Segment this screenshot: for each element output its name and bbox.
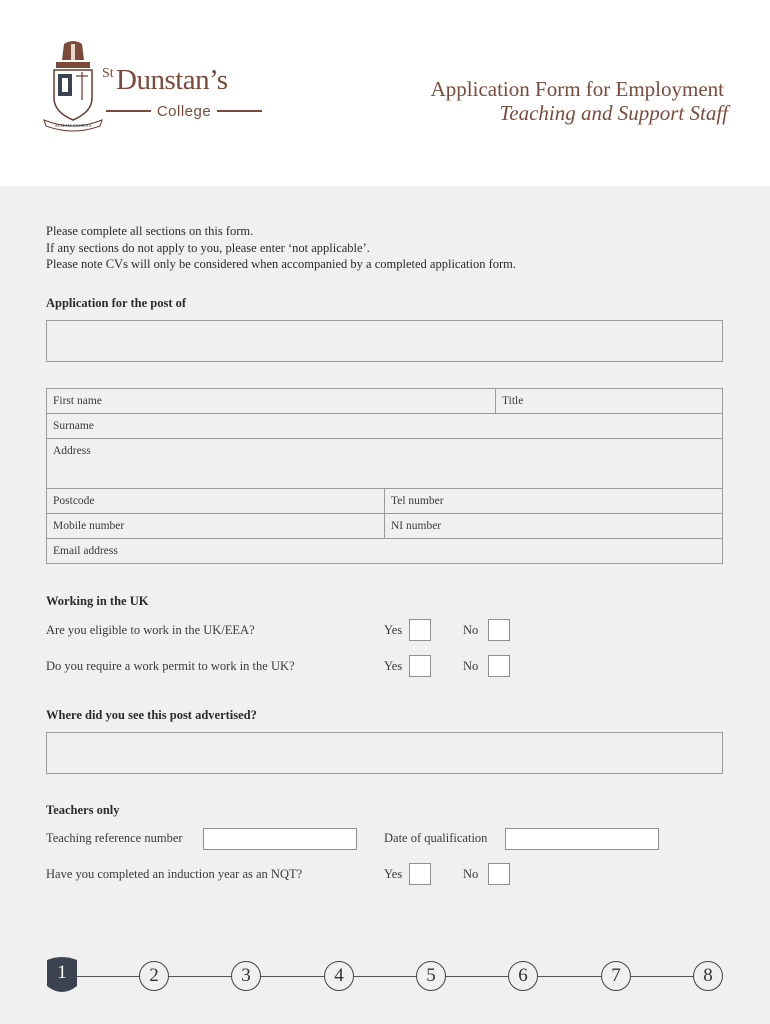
tel-number-field[interactable]: [384, 488, 723, 514]
teachers-only-title: Teachers only: [46, 803, 120, 817]
divider: [217, 110, 262, 112]
brand-college-row: [106, 102, 262, 120]
step-number: 1: [57, 962, 67, 983]
advertised-title: Where did you see this post advertised?: [46, 708, 257, 722]
intro-line: If any sections do not apply to you, please enter ‘not applicable’.: [46, 240, 370, 255]
email-address-field[interactable]: [46, 538, 723, 564]
form-panel: [0, 186, 770, 1024]
step-1-active[interactable]: [47, 956, 77, 996]
teaching-ref-label: Teaching reference number: [46, 831, 183, 845]
no-label: No: [463, 867, 479, 881]
yes-label: Yes: [384, 659, 403, 673]
mobile-number-label: Mobile number: [53, 520, 125, 532]
advertised-input[interactable]: [46, 732, 723, 774]
nqt-yes-checkbox[interactable]: [409, 863, 431, 885]
step-3[interactable]: 3: [231, 961, 261, 991]
email-address-label: Email address: [53, 545, 118, 557]
step-8[interactable]: 8: [693, 961, 723, 991]
step-5[interactable]: 5: [416, 961, 446, 991]
postcode-label: Postcode: [53, 495, 95, 507]
brand-college: College: [156, 102, 212, 120]
no-label: No: [463, 623, 479, 637]
step-2[interactable]: 2: [139, 961, 169, 991]
page-header: [0, 0, 770, 186]
intro-text: [46, 223, 516, 273]
brand-name: Dunstan’s: [116, 64, 228, 96]
surname-label: Surname: [53, 420, 94, 432]
postcode-field[interactable]: [46, 488, 385, 514]
step-6[interactable]: 6: [508, 961, 538, 991]
ni-number-field[interactable]: [384, 513, 723, 539]
intro-line: Please note CVs will only be considered when accompanied by a completed application form.: [46, 257, 517, 271]
svg-text:ALMAM EXORNA: ALMAM EXORNA: [54, 123, 92, 128]
divider: [106, 110, 151, 112]
page-subtitle: Teaching and Support Staff: [499, 101, 728, 125]
tel-number-label: Tel number: [391, 495, 444, 507]
title-label: Title: [502, 395, 524, 407]
first-name-field[interactable]: [46, 388, 496, 414]
eligible-yes-checkbox[interactable]: [409, 619, 431, 641]
step-7[interactable]: 7: [601, 961, 631, 991]
date-qualification-input[interactable]: [505, 828, 659, 850]
ni-number-label: NI number: [391, 520, 442, 532]
step-4[interactable]: 4: [324, 961, 354, 991]
eligible-no-checkbox[interactable]: [488, 619, 510, 641]
eligible-question: Are you eligible to work in the UK/EEA?: [46, 623, 255, 637]
intro-line: Please complete all sections on this form.: [46, 224, 254, 238]
permit-yes-checkbox[interactable]: [409, 655, 431, 677]
address-field[interactable]: [46, 438, 723, 489]
page-progress: [0, 956, 770, 1006]
work-permit-question: Do you require a work permit to work in the UK?: [46, 659, 295, 673]
mobile-number-field[interactable]: [46, 513, 385, 539]
first-name-label: First name: [53, 395, 102, 407]
surname-field[interactable]: [46, 413, 723, 439]
date-qualification-label: Date of qualification: [384, 831, 488, 845]
page-title: Application Form for Employment: [430, 77, 724, 101]
title-field[interactable]: [495, 388, 723, 414]
teaching-ref-input[interactable]: [203, 828, 357, 850]
college-crest-icon: [42, 40, 104, 132]
yes-label: Yes: [384, 867, 403, 881]
post-input[interactable]: [46, 320, 723, 362]
college-logo: [42, 40, 272, 135]
nqt-question: Have you completed an induction year as an NQT?: [46, 867, 303, 881]
no-label: No: [463, 659, 479, 673]
nqt-no-checkbox[interactable]: [488, 863, 510, 885]
address-label: Address: [53, 445, 91, 457]
brand-st: St: [102, 66, 114, 81]
post-section-title: Application for the post of: [46, 296, 187, 310]
yes-label: Yes: [384, 623, 403, 637]
permit-no-checkbox[interactable]: [488, 655, 510, 677]
working-uk-title: Working in the UK: [46, 594, 149, 608]
